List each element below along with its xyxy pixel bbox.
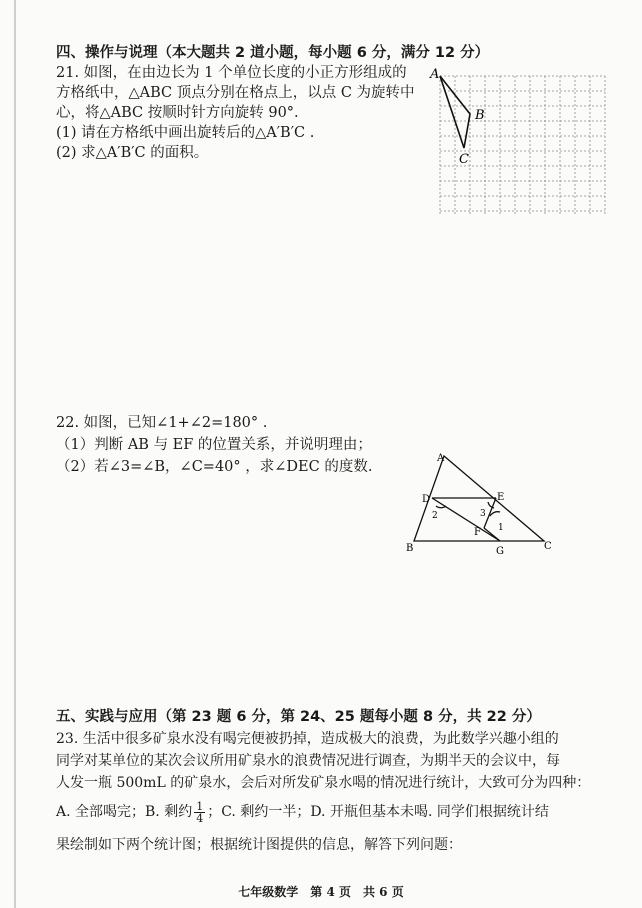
label-A: A bbox=[430, 67, 440, 82]
fraction-one-quarter bbox=[194, 801, 205, 824]
section-4-title: 四、操作与说理（本大题共 2 道小题，每小题 6 分，满分 12 分） bbox=[56, 45, 490, 61]
fig22-label-A: A bbox=[437, 453, 445, 464]
fig22-label-F: F bbox=[474, 527, 481, 538]
fig22-label-D: D bbox=[422, 494, 431, 505]
q22-line-2: （1）判断 AB 与 EF 的位置关系，并说明理由； bbox=[56, 437, 372, 453]
page-footer: 七年级数学 第 4 页 共 6 页 bbox=[238, 885, 404, 899]
q23-options-pre: A. 全部喝完；B. 剩约 bbox=[56, 804, 193, 820]
fig22-label-G: G bbox=[496, 546, 504, 557]
label-B: B bbox=[475, 108, 485, 123]
q23-last-line: 果绘制如下两个统计图；根据统计图提供的信息，解答下列问题： bbox=[56, 837, 462, 853]
q21-grid-figure bbox=[428, 66, 610, 216]
q21-line-2: 方格纸中，△ABC 顶点分别在格点上，以点 C 为旋转中 bbox=[56, 85, 415, 101]
q23-options-post: ；C. 剩约一半；D. 开瓶但基本未喝. 同学们根据统计结 bbox=[207, 804, 549, 820]
fig22-label-E: E bbox=[497, 492, 505, 503]
fig22-label-C: C bbox=[544, 541, 552, 552]
frac-denominator: 4 bbox=[196, 811, 204, 825]
q23-line-3: 人发一瓶 500mL 的矿泉水，会后对所发矿泉水喝的情况进行统计，大致可分为四种： bbox=[56, 775, 591, 791]
fig22-label-B: B bbox=[406, 543, 414, 554]
q22-line-3: （2）若∠3=∠B，∠C=40° ，求∠DEC 的度数. bbox=[56, 459, 373, 475]
frac-numerator: 1 bbox=[196, 799, 204, 813]
q22-triangle-figure bbox=[396, 448, 564, 558]
angle-arc-1 bbox=[490, 512, 500, 516]
q21-line-4: (1) 请在方格纸中画出旋转后的△A′B′C . bbox=[56, 125, 315, 141]
section-5-title: 五、实践与应用（第 23 题 6 分，第 24、25 题每小题 8 分，共 22 分） bbox=[56, 709, 541, 725]
q21-line-3: 心，将△ABC 按顺时针方向旋转 90°. bbox=[56, 105, 299, 121]
segment-ef bbox=[484, 498, 496, 528]
segment-dg bbox=[432, 498, 500, 541]
q22-line-1: 22. 如图，已知∠1+∠2=180° . bbox=[56, 415, 268, 431]
label-C: C bbox=[459, 152, 469, 167]
q23-line-2: 同学对某单位的某次会议所用矿泉水的浪费情况进行调查，为期半天的会议中，每 bbox=[56, 753, 560, 769]
fig22-label-1: 1 bbox=[498, 523, 504, 533]
scan-edge bbox=[14, 0, 16, 908]
q21-line-1: 21. 如图，在由边长为 1 个单位长度的小正方形组成的 bbox=[56, 65, 407, 81]
fig22-label-3: 3 bbox=[480, 509, 486, 519]
q21-line-5: (2) 求△A′B′C 的面积。 bbox=[56, 145, 209, 161]
fig22-label-2: 2 bbox=[432, 511, 438, 521]
q23-options-line bbox=[56, 798, 549, 826]
q23-line-1: 23. 生活中很多矿泉水没有喝完便被扔掉，造成极大的浪费，为此数学兴趣小组的 bbox=[56, 731, 559, 747]
